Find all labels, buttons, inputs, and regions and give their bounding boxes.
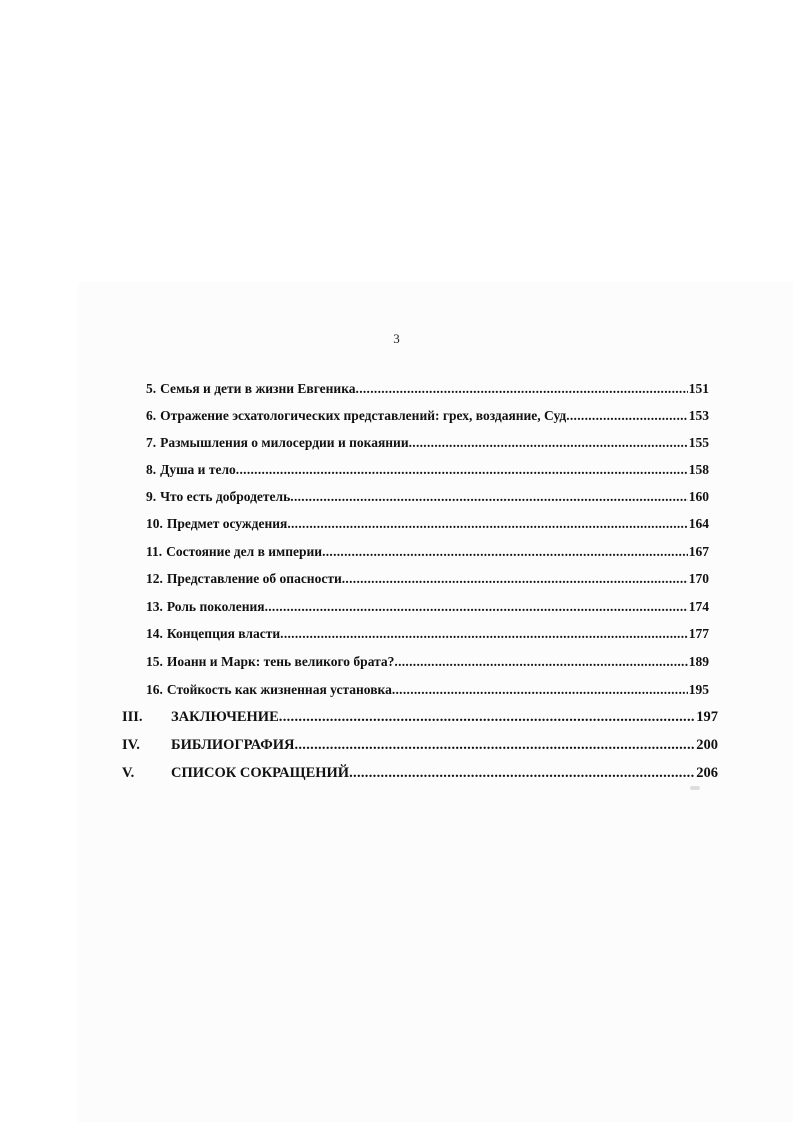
toc-entry-page: 164 [688, 516, 709, 531]
toc-entry-number: 11. [146, 544, 163, 559]
dot-leader [392, 680, 688, 700]
toc-entry-number: 12. [146, 571, 163, 586]
toc-entry-page: 195 [688, 682, 709, 697]
toc-entry [146, 569, 709, 589]
toc-entry-title: Представление об опасности [166, 571, 342, 586]
toc-entry-number: 7. [146, 435, 157, 450]
dot-leader [279, 707, 695, 727]
toc-entry [146, 406, 709, 426]
toc-entry-page: 160 [688, 489, 709, 504]
toc-entry-number: 13. [146, 599, 163, 614]
toc-entry [146, 542, 709, 562]
toc-entry-title: Семья и дети в жизни Евгеника [160, 381, 356, 396]
dot-leader [294, 735, 695, 755]
toc-section-number: III. [122, 709, 143, 725]
toc-section-page: 200 [696, 737, 718, 753]
dot-leader [356, 379, 688, 399]
toc-entry [146, 624, 709, 644]
toc-section-number: V. [122, 765, 135, 781]
dot-leader [566, 406, 688, 426]
dot-leader [322, 542, 688, 562]
toc-entry-title: Что есть добродетель [160, 489, 291, 504]
toc-entry-title: Концепция власти [166, 626, 281, 641]
toc-entry-page: 153 [688, 408, 709, 423]
toc-section-page: 197 [696, 709, 718, 725]
dot-leader [236, 460, 688, 480]
toc-entry-number: 15. [146, 654, 163, 669]
toc-entry-title: Роль поколения [166, 599, 265, 614]
dot-leader [290, 487, 687, 507]
toc-entry-page: 170 [688, 571, 709, 586]
dot-leader [349, 763, 695, 783]
toc-entry-page: 167 [688, 544, 709, 559]
toc-entry-title: Предмет осуждения [166, 516, 288, 531]
toc-entry-number: 9. [146, 489, 157, 504]
dot-leader [394, 652, 687, 672]
toc-entry [146, 597, 709, 617]
toc-entry [146, 514, 709, 534]
toc-section [122, 763, 718, 783]
toc-entry-number: 10. [146, 516, 163, 531]
toc-entry-number: 8. [146, 462, 157, 477]
toc-entry-page: 155 [688, 435, 709, 450]
toc-section [122, 735, 718, 755]
dot-leader [265, 597, 688, 617]
dot-leader [280, 624, 688, 644]
toc-entry-number: 6. [146, 408, 157, 423]
toc-section-page: 206 [696, 765, 718, 781]
toc-entry-page: 158 [688, 462, 709, 477]
toc-entry-page: 151 [688, 381, 709, 396]
toc-entry-title: Иоанн и Марк: тень великого брата? [166, 654, 395, 669]
page-number: 3 [393, 331, 400, 346]
toc-entry-number: 14. [146, 626, 163, 641]
toc-section-number: IV. [122, 737, 140, 753]
toc-entry-title: Стойкость как жизненная установка [166, 682, 392, 697]
toc-entry-title: Душа и тело [160, 462, 236, 477]
toc-entry [146, 433, 709, 453]
dot-leader [409, 433, 688, 453]
toc-entry-number: 5. [146, 381, 157, 396]
toc-entry-number: 16. [146, 682, 163, 697]
toc-section [122, 707, 718, 727]
toc-entry [146, 379, 709, 399]
toc-section-title: ЗАКЛЮЧЕНИЕ [171, 709, 279, 725]
dot-leader [342, 569, 688, 589]
toc-entry-title: Размышления о милосердии и покаянии [160, 435, 409, 450]
toc-entry [146, 487, 709, 507]
toc-entry-page: 174 [688, 599, 709, 614]
toc-entry-title: Состояние дел в империи [166, 544, 323, 559]
toc-section-title: СПИСОК СОКРАЩЕНИЙ [171, 765, 350, 781]
dot-leader [287, 514, 687, 534]
scan-smudge [690, 786, 700, 790]
toc-entry-title: Отражение эсхатологических представлений: грех, воздаяние, Суд [160, 408, 567, 423]
toc-entry-page: 177 [688, 626, 709, 641]
toc-entry [146, 652, 709, 672]
toc-entry [146, 680, 709, 700]
toc-entry [146, 460, 709, 480]
toc-entry-page: 189 [688, 654, 709, 669]
toc-section-title: БИБЛИОГРАФИЯ [171, 737, 295, 753]
